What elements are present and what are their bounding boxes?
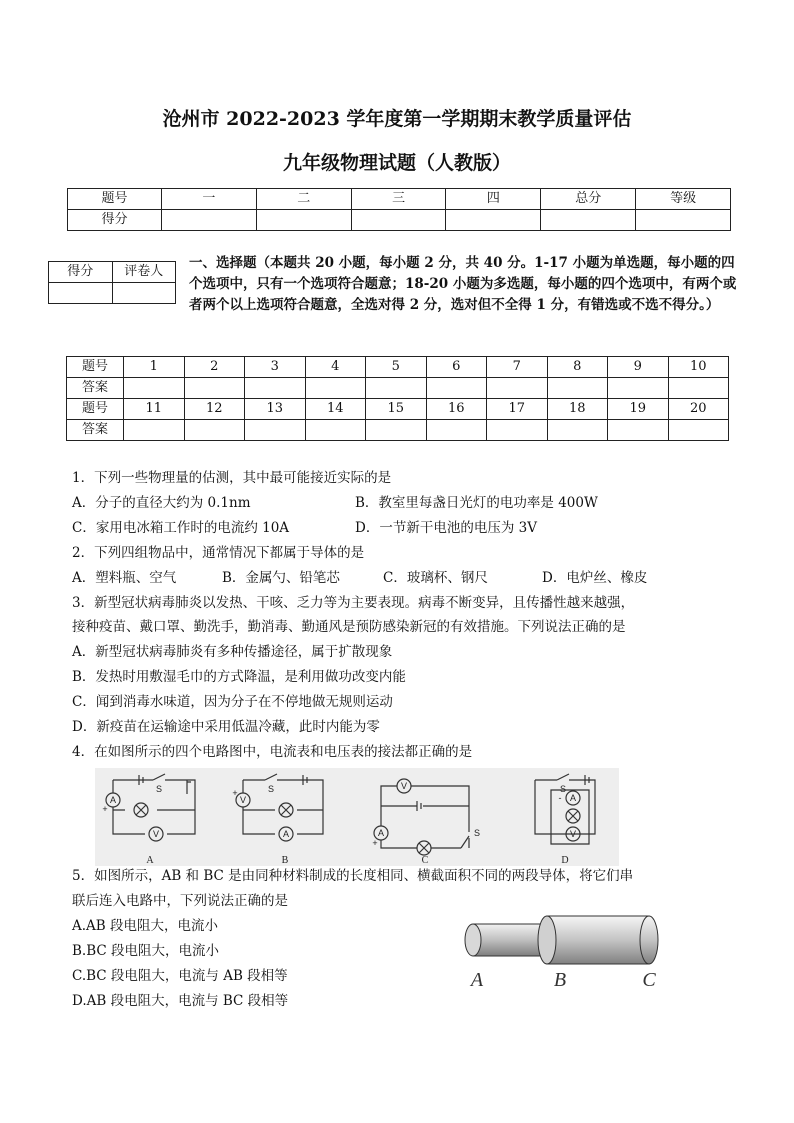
answer-cell bbox=[487, 420, 548, 441]
answer-table bbox=[66, 356, 729, 441]
num-label: 题号 bbox=[67, 357, 124, 378]
thick-segment-bc bbox=[547, 916, 649, 964]
answer-cell bbox=[366, 420, 427, 441]
question-5-option-a: A.AB 段电阻大，电流小 bbox=[72, 918, 219, 934]
question-3-option-a: A．新型冠状病毒肺炎有多种传播途径，属于扩散现象 bbox=[72, 644, 393, 660]
table-row bbox=[49, 283, 176, 304]
question-number: 15 bbox=[366, 399, 427, 420]
question-number: 9 bbox=[608, 357, 669, 378]
question-5-option-b: B.BC 段电阻大，电流小 bbox=[72, 943, 220, 959]
table-row bbox=[68, 189, 731, 210]
end-face-c bbox=[640, 916, 658, 964]
question-1-option-d: D．一节新干电池的电压为 3V bbox=[355, 520, 537, 536]
question-number: 18 bbox=[547, 399, 608, 420]
question-number: 2 bbox=[184, 357, 245, 378]
meter-label: A bbox=[282, 829, 290, 839]
question-number: 5 bbox=[366, 357, 427, 378]
question-number: 4 bbox=[305, 357, 366, 378]
figure-label-b: B bbox=[281, 855, 289, 866]
column-header: 总分 bbox=[541, 189, 636, 210]
answer-cell bbox=[305, 378, 366, 399]
question-5-stem-line1: 5．如图所示，AB 和 BC 是由同种材料制成的长度相同、横截面积不同的两段导体，将它们串 bbox=[72, 868, 634, 884]
grader-cell bbox=[112, 283, 176, 304]
num-label: 题号 bbox=[67, 399, 124, 420]
conductor-figure bbox=[455, 908, 670, 993]
answer-cell bbox=[124, 420, 185, 441]
switch-label: S bbox=[267, 784, 275, 794]
question-number: 12 bbox=[184, 399, 245, 420]
question-number: 19 bbox=[608, 399, 669, 420]
question-2-option-a: A．塑料瓶、空气 bbox=[72, 570, 177, 586]
question-number: 14 bbox=[305, 399, 366, 420]
question-2-option-d: D．电炉丝、橡皮 bbox=[542, 570, 648, 586]
table-row bbox=[67, 357, 729, 378]
question-3-stem-line2: 接种疫苗、戴口罩、勤洗手，勤消毒、勤通风是预防感染新冠的有效措施。下列说法正确的是 bbox=[72, 619, 626, 635]
question-3-option-c: C．闻到消毒水味道，因为分子在不停地做无规则运动 bbox=[72, 694, 393, 710]
question-2-stem: 2．下列四组物品中，通常情况下都属于导体的是 bbox=[72, 545, 365, 561]
meter-label: A bbox=[569, 793, 577, 803]
question-number: 3 bbox=[245, 357, 306, 378]
answer-cell bbox=[366, 378, 427, 399]
answer-cell bbox=[547, 420, 608, 441]
score-cell bbox=[256, 210, 351, 231]
answer-cell bbox=[608, 378, 669, 399]
table-row bbox=[67, 399, 729, 420]
question-2-option-c: C．玻璃杯、钢尺 bbox=[383, 570, 488, 586]
switch-label: S bbox=[155, 784, 163, 794]
grader-box bbox=[48, 261, 176, 304]
row-label: 得分 bbox=[68, 210, 162, 231]
meter-label: V bbox=[239, 795, 247, 805]
score-cell bbox=[49, 283, 113, 304]
column-header: 三 bbox=[351, 189, 446, 210]
column-header: 二 bbox=[256, 189, 351, 210]
figure-label-c: C bbox=[421, 855, 429, 866]
terminal-label: + bbox=[102, 804, 108, 814]
label-a: A bbox=[470, 969, 484, 991]
answer-cell bbox=[245, 378, 306, 399]
question-number: 13 bbox=[245, 399, 306, 420]
section-instructions: 一、选择题（本题共 20 小题，每小题 2 分，共 40 分。1-17 小题为单选题，每小题的四个选项中，只有一个选项符合题意；18-20 小题为多选题，每小题的四个选项中，有两个或者两个以上选项符合题意，全选对得 2 分，选对但不全得 1 分，有错选或不选不得分。） bbox=[189, 255, 737, 313]
terminal-label: + bbox=[372, 838, 378, 848]
junction-face-b bbox=[538, 916, 556, 964]
figure-label-d: D bbox=[561, 855, 569, 866]
exam-title: 沧州市 2022-2023 学年度第一学期期末教学质量评估 bbox=[162, 108, 632, 130]
question-number: 6 bbox=[426, 357, 487, 378]
answer-cell bbox=[426, 420, 487, 441]
terminal-label: - bbox=[558, 793, 562, 803]
question-5-stem-line2: 联后连入电路中，下列说法正确的是 bbox=[72, 893, 288, 909]
question-3-option-d: D．新疫苗在运输途中采用低温冷藏，此时内能为零 bbox=[72, 719, 380, 735]
score-cell bbox=[636, 210, 731, 231]
grader-label: 评卷人 bbox=[112, 262, 176, 283]
switch-label: S bbox=[473, 828, 481, 838]
question-number: 17 bbox=[487, 399, 548, 420]
circuit-diagrams-figure bbox=[95, 768, 619, 866]
score-cell bbox=[351, 210, 446, 231]
answer-cell bbox=[668, 420, 729, 441]
meter-label: V bbox=[400, 781, 408, 791]
question-5-option-d: D.AB 段电阻大，电流与 BC 段相等 bbox=[72, 993, 289, 1009]
answer-cell bbox=[184, 378, 245, 399]
question-1-option-b: B．教室里每盏日光灯的电功率是 400W bbox=[355, 495, 598, 511]
question-5-option-c: C.BC 段电阻大，电流与 AB 段相等 bbox=[72, 968, 288, 984]
question-number: 1 bbox=[124, 357, 185, 378]
column-header: 四 bbox=[446, 189, 541, 210]
column-header: 一 bbox=[162, 189, 257, 210]
answer-cell bbox=[184, 420, 245, 441]
score-cell bbox=[162, 210, 257, 231]
switch-label: S bbox=[559, 784, 567, 794]
table-row bbox=[67, 420, 729, 441]
score-cell bbox=[541, 210, 636, 231]
answer-cell bbox=[668, 378, 729, 399]
column-header: 等级 bbox=[636, 189, 731, 210]
question-number: 10 bbox=[668, 357, 729, 378]
table-row bbox=[49, 262, 176, 283]
figure-label-a: A bbox=[146, 855, 154, 866]
answer-cell bbox=[245, 420, 306, 441]
exam-subtitle: 九年级物理试题（人教版） bbox=[282, 152, 511, 174]
question-number: 7 bbox=[487, 357, 548, 378]
ans-label: 答案 bbox=[67, 420, 124, 441]
question-1-option-c: C．家用电冰箱工作时的电流约 10A bbox=[72, 520, 290, 536]
label-c: C bbox=[642, 969, 656, 991]
row-label: 题号 bbox=[68, 189, 162, 210]
table-row bbox=[68, 210, 731, 231]
meter-label: A bbox=[109, 795, 117, 805]
question-1-option-a: A．分子的直径大约为 0.1nm bbox=[72, 495, 251, 511]
answer-cell bbox=[124, 378, 185, 399]
answer-cell bbox=[487, 378, 548, 399]
terminal-label: + bbox=[232, 788, 238, 798]
question-number: 8 bbox=[547, 357, 608, 378]
score-label: 得分 bbox=[49, 262, 113, 283]
question-1-stem: 1．下列一些物理量的估测，其中最可能接近实际的是 bbox=[72, 470, 392, 486]
answer-cell bbox=[608, 420, 669, 441]
question-number: 20 bbox=[668, 399, 729, 420]
label-b: B bbox=[553, 969, 567, 991]
end-face-a bbox=[465, 924, 481, 956]
question-2-option-b: B．金属勺、铅笔芯 bbox=[222, 570, 340, 586]
table-row bbox=[67, 378, 729, 399]
meter-label: A bbox=[377, 828, 385, 838]
meter-label: V bbox=[152, 829, 160, 839]
score-cell bbox=[446, 210, 541, 231]
meter-label: V bbox=[569, 829, 577, 839]
answer-cell bbox=[426, 378, 487, 399]
score-table bbox=[67, 188, 731, 231]
answer-cell bbox=[305, 420, 366, 441]
question-4-stem: 4．在如图所示的四个电路图中，电流表和电压表的接法都正确的是 bbox=[72, 744, 473, 760]
question-3-stem-line1: 3．新型冠状病毒肺炎以发热、干咳、乏力等为主要表现。病毒不断变异，且传播性越来越强， bbox=[72, 595, 635, 611]
question-number: 11 bbox=[124, 399, 185, 420]
figure-background bbox=[95, 768, 619, 866]
answer-cell bbox=[547, 378, 608, 399]
question-3-option-b: B．发热时用敷湿毛巾的方式降温，是利用做功改变内能 bbox=[72, 669, 406, 685]
ans-label: 答案 bbox=[67, 378, 124, 399]
question-number: 16 bbox=[426, 399, 487, 420]
